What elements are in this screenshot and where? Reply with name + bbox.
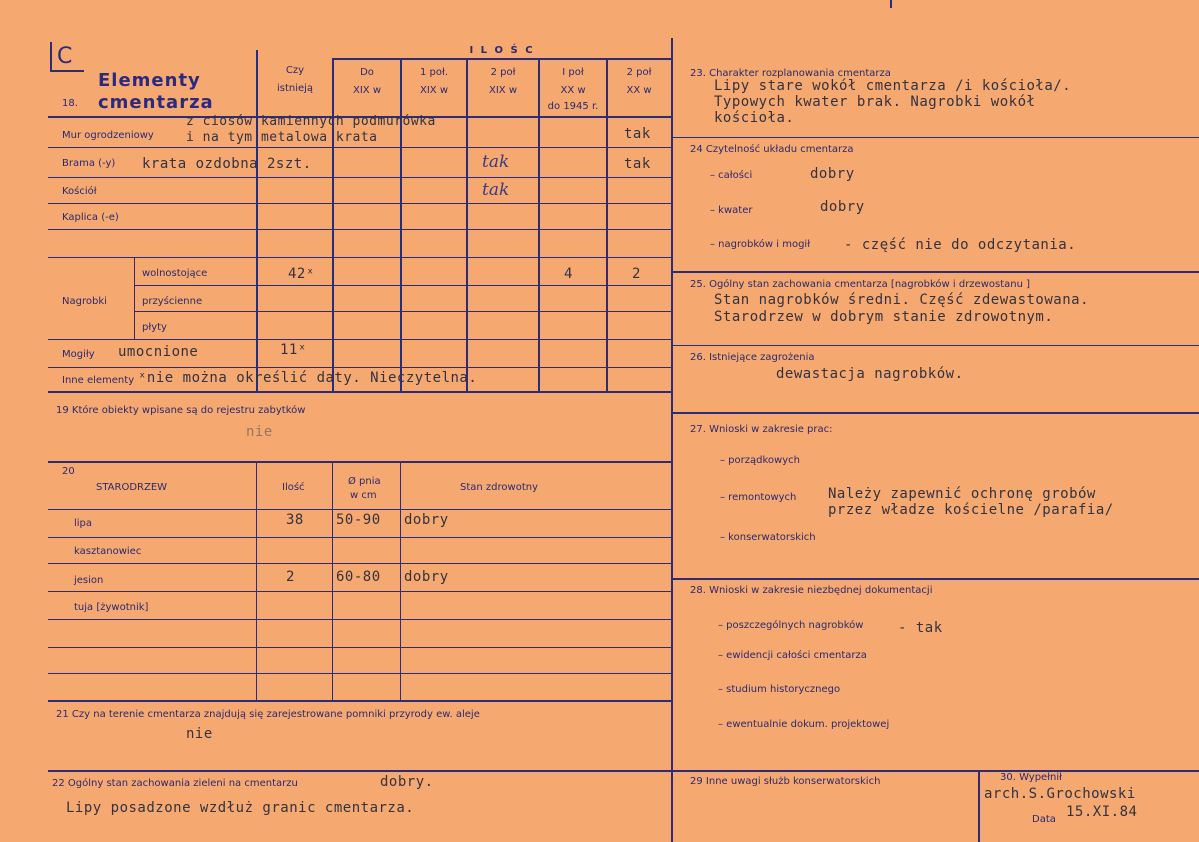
filled-by-name: arch.S.Grochowski: [984, 786, 1136, 802]
kwater-label: – kwater: [710, 205, 753, 216]
col-1pol-xix-l2: XIX w: [419, 85, 448, 96]
col-1pol-xix-l1: 1 poł.: [419, 67, 449, 78]
mogily-value: umocnione: [118, 344, 199, 360]
section-19-label: 19 Które obiekty wpisane są do rejestru zabytków: [56, 405, 306, 416]
section-21-label: 21 Czy na terenie cmentarza znajdują się zarejestrowane pomniki przyrody ew. aleje: [56, 709, 480, 720]
col-2pol-xx-l2: XX w: [626, 85, 652, 96]
section-26-label: 26. Istniejące zagrożenia: [690, 352, 815, 363]
wolnostojace-count: 42ˣ: [288, 266, 315, 282]
section-19-value: nie: [246, 424, 273, 440]
col-1pol-xx-l1: I poł: [562, 67, 584, 78]
section-28-item: – poszczególnych nagrobków: [718, 620, 864, 631]
section-29-label: 29 Inne uwagi służb konserwatorskich: [690, 776, 881, 787]
row-mur: Mur ogrodzeniowy: [62, 130, 154, 141]
row-przyscienne: przyścienne: [142, 296, 203, 307]
section-21-value: nie: [186, 726, 213, 742]
calosci-value: dobry: [810, 166, 855, 182]
section-30-label: 30. Wypełnił: [1000, 772, 1063, 783]
section-23-line: Lipy stare wokół cmentarza /i kościoła/.: [714, 78, 1072, 94]
col-2pol-xix: [468, 66, 538, 98]
brama-value: krata ozdobna 2szt.: [142, 156, 312, 172]
tree-row-diameter: 60-80: [336, 569, 381, 585]
mur-value-line2: i na tym metalowa krata: [186, 130, 378, 145]
col-exists-l1: Czy: [285, 65, 305, 76]
col-1pol-xix: [402, 66, 466, 98]
section-18-title-line1: Elementy: [98, 70, 201, 91]
section-24-label: 24 Czytelność układu cmentarza: [690, 144, 854, 155]
section-22-value1: dobry.: [380, 774, 434, 790]
col-2pol-xx: [608, 66, 670, 98]
ilosc-header: I L O Ś C: [469, 45, 535, 56]
mur-xx2: tak: [624, 126, 651, 142]
nagrobkow-value: - część nie do odczytania.: [844, 237, 1077, 253]
section-25-label: 25. Ogólny stan zachowania cmentarza [nagrobków i drzewostanu ]: [690, 279, 1031, 290]
section-18-title-line2: cmentarza: [98, 92, 214, 113]
section-28-label: 28. Wnioski w zakresie niezbędnej dokumentacji: [690, 585, 933, 596]
section-28-item: – ewentualnie dokum. projektowej: [718, 719, 890, 730]
section-20-header-health: Stan zdrowotny: [460, 482, 538, 493]
calosci-label: – całości: [710, 170, 753, 181]
col-do-xix-l2: XIX w: [352, 85, 381, 96]
section-25-line: Starodrzew w dobrym stanie zdrowotnym.: [714, 309, 1054, 325]
tree-row-name: kasztanowiec: [74, 546, 142, 557]
tree-row-diameter: 50-90: [336, 512, 381, 528]
date-label: Data: [1032, 814, 1056, 825]
tree-row-health: dobry: [404, 569, 449, 585]
section-27-item: – konserwatorskich: [720, 532, 816, 543]
section-20-header-diameter: Ø pnia: [348, 476, 381, 487]
section-28-item: – studium historycznego: [718, 684, 841, 695]
wolnostojace-xx2: 2: [632, 266, 641, 282]
section-26-value: dewastacja nagrobków.: [776, 366, 964, 382]
section-25-line: Stan nagrobków średni. Część zdewastowana.: [714, 292, 1090, 308]
col-do-xix-l1: Do: [360, 67, 374, 78]
nagrobkow-label: – nagrobków i mogił: [710, 239, 811, 250]
section-20-header-name: STARODRZEW: [96, 482, 168, 493]
row-brama: Brama (-y): [62, 158, 116, 169]
section-22-value2: Lipy posadzone wzdłuż granic cmentarza.: [66, 800, 415, 816]
row-wolnostojace: wolnostojące: [142, 268, 208, 279]
row-plyty: płyty: [142, 322, 167, 333]
section-18-number: 18.: [62, 98, 78, 109]
section-23-line: Typowych kwater brak. Nagrobki wokół: [714, 94, 1036, 110]
date-value: 15.XI.84: [1066, 804, 1138, 820]
kwater-value: dobry: [820, 199, 865, 215]
remontowych-value-line1: Należy zapewnić ochronę grobów: [828, 486, 1096, 502]
brama-xix2-handwritten: tak: [482, 152, 510, 172]
mur-value-line1: z ciosów kamiennych podmurówka: [186, 114, 436, 129]
section-28-nagrobkow-value: - tak: [898, 620, 943, 636]
section-27-item: – porządkowych: [720, 455, 800, 466]
section-27-item: – remontowych: [720, 492, 797, 503]
section-20-number: 20: [62, 466, 75, 477]
section-20-header-count: Ilość: [282, 482, 305, 493]
inne-value: ˣnie można określić daty. Nieczytelna.: [138, 370, 478, 386]
row-kaplica: Kaplica (-e): [62, 212, 119, 223]
remontowych-value-line2: przez władze kościelne /parafia/: [828, 502, 1114, 518]
col-2pol-xix-l1: 2 poł: [490, 67, 516, 78]
tree-row-count: 38: [286, 512, 304, 528]
tree-row-health: dobry: [404, 512, 449, 528]
col-1pol-xx: [540, 66, 606, 114]
tree-row-name: lipa: [74, 518, 93, 529]
tree-row-name: tuja [żywotnik]: [74, 602, 149, 613]
row-nagrobki: Nagrobki: [62, 296, 107, 307]
col-exists-header: [258, 64, 332, 96]
section-23-label: 23. Charakter rozplanowania cmentarza: [690, 68, 891, 79]
tree-row-name: jesion: [74, 575, 104, 586]
row-kosciol: Kościół: [62, 186, 97, 197]
kosciol-xix2-handwritten: tak: [482, 180, 510, 200]
row-inne: Inne elementy: [62, 375, 135, 386]
col-1pol-xx-l2: XX w: [560, 85, 586, 96]
col-exists-l2: istnieją: [276, 83, 314, 94]
wolnostojace-xx1: 4: [564, 266, 573, 282]
col-1pol-xx-l3: do 1945 r.: [547, 101, 599, 112]
col-2pol-xix-l2: XIX w: [488, 85, 517, 96]
section-20-header-diameter-unit: w cm: [350, 490, 377, 501]
col-do-xix: [334, 66, 400, 98]
section-letter: C: [57, 44, 73, 69]
col-2pol-xx-l1: 2 poł: [626, 67, 652, 78]
mogily-count: 11ˣ: [280, 342, 307, 358]
row-mogily: Mogiły: [62, 349, 95, 360]
section-27-label: 27. Wnioski w zakresie prac:: [690, 424, 833, 435]
section-23-line: kościoła.: [714, 110, 795, 126]
section-28-item: – ewidencji całości cmentarza: [718, 650, 867, 661]
brama-xx2: tak: [624, 156, 651, 172]
tree-row-count: 2: [286, 569, 295, 585]
section-22-label: 22 Ogólny stan zachowania zieleni na cmentarzu: [52, 778, 298, 789]
